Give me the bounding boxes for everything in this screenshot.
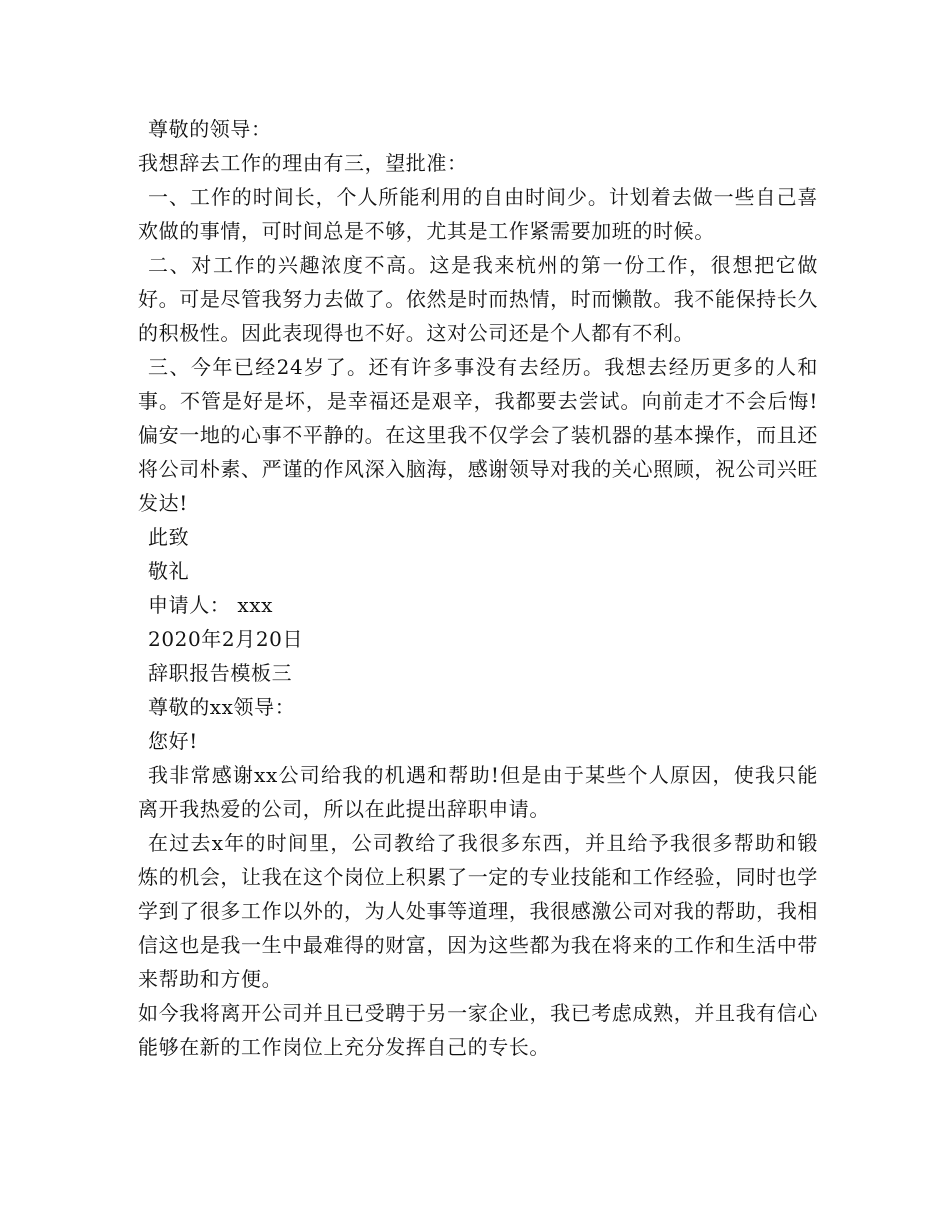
past-years-paragraph: 在过去x年的时间里，公司教给了我很多东西，并且给予我很多帮助和锻炼的机会，让我在这个岗位上积累了一定的专业技能和工作经验，同时也学学到了很多工作以外的，为人处事等道理，我很感激公司对我的帮助，我相信这也是我一生中最难得的财富，因为这些都为我在将来的工作和生活中带来帮助和方便。 <box>138 831 818 991</box>
reason-one: 一、工作的时间长，个人所能利用的自由时间少。计划着去做一些自己喜欢做的事情，可时间总是不够，尤其是工作紧需要加班的时候。 <box>138 185 818 243</box>
date-line: 2020年2月20日 <box>148 627 304 651</box>
applicant-line: 申请人： xxx <box>148 593 273 617</box>
closing-jing-li: 敬礼 <box>148 559 190 583</box>
salutation: 尊敬的领导： <box>148 117 272 141</box>
salutation-two: 尊敬的xx领导： <box>148 695 296 719</box>
reason-two: 二、对工作的兴趣浓度不高。这是我来杭州的第一份工作，很想把它做好。可是尽管我努力去做了。依然是时而热情，时而懒散。我不能保持长久的积极性。因此表现得也不好。这对公司还是个人都有不利。 <box>138 253 818 345</box>
closing-ci-zhi: 此致 <box>148 525 190 549</box>
intro-line: 我想辞去工作的理由有三，望批准： <box>138 151 468 175</box>
reason-three: 三、今年已经24岁了。还有许多事没有去经历。我想去经历更多的人和事。不管是好是坏，是幸福还是艰辛，我都要去尝试。向前走才不会后悔!偏安一地的心事不平静的。在这里我不仅学会了装机器的基本操作，而且还将公司朴素、严谨的作风深入脑海，感谢领导对我的关心照顾，祝公司兴旺发达! <box>138 355 818 515</box>
new-job-paragraph: 如今我将离开公司并且已受聘于另一家企业，我已考虑成熟，并且我有信心能够在新的工作岗位上充分发挥自己的专长。 <box>138 1001 818 1059</box>
greeting: 您好! <box>148 729 198 753</box>
template-heading: 辞职报告模板三 <box>148 661 293 685</box>
document-body <box>138 112 818 1064</box>
thanks-paragraph: 我非常感谢xx公司给我的机遇和帮助!但是由于某些个人原因，使我只能离开我热爱的公司，所以在此提出辞职申请。 <box>138 763 818 821</box>
